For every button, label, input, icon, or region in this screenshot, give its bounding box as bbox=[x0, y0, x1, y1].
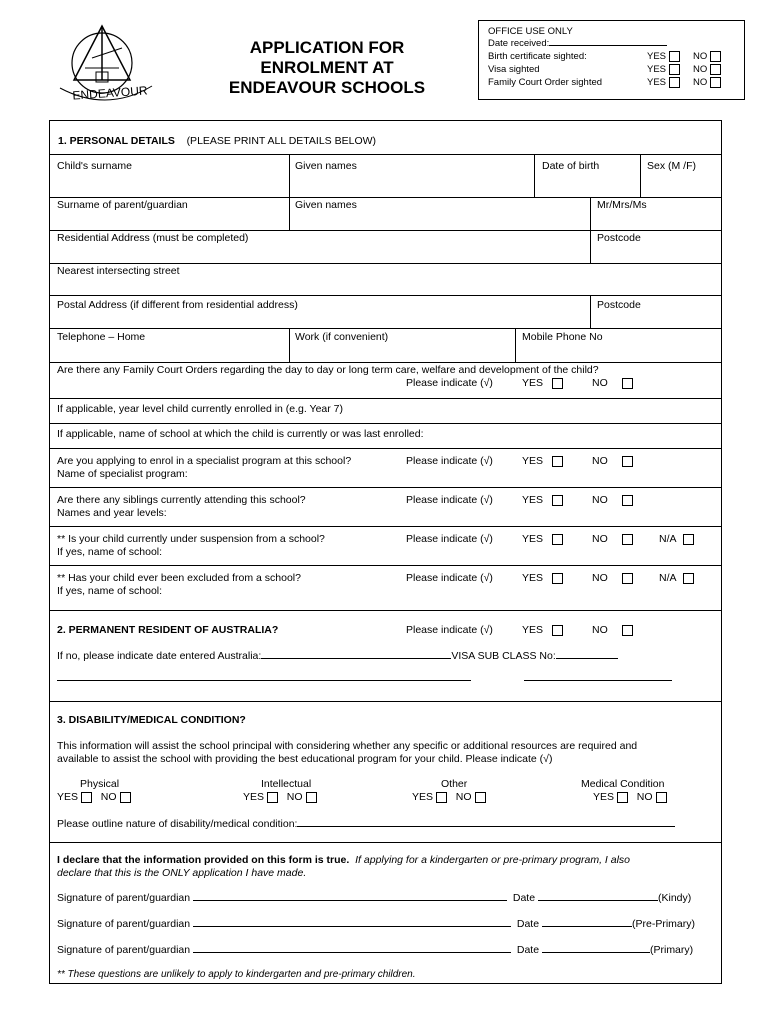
declaration-text: I declare that the information provided on this form is true. If applying for a kindergarten or pre-primary program, I also bbox=[57, 854, 631, 866]
postcode-field[interactable]: Postcode bbox=[597, 232, 641, 244]
date-received: Date received: bbox=[488, 38, 667, 49]
physical-no-checkbox[interactable] bbox=[120, 792, 131, 803]
section3-heading: 3. DISABILITY/MEDICAL CONDITION? bbox=[57, 714, 246, 726]
excluded-school-field[interactable]: If yes, name of school: bbox=[57, 585, 163, 597]
siblings-no-checkbox[interactable] bbox=[622, 495, 633, 506]
date-entered-field[interactable]: If no, please indicate date entered Australia: VISA SUB CLASS No: bbox=[57, 650, 618, 662]
school-logo bbox=[52, 18, 162, 108]
given-names-field[interactable]: Given names bbox=[295, 160, 357, 172]
telephone-home-field[interactable]: Telephone – Home bbox=[57, 331, 146, 343]
excluded-yes-checkbox[interactable] bbox=[552, 573, 563, 584]
suspension-no-checkbox[interactable] bbox=[622, 534, 633, 545]
office-visa-yes-checkbox[interactable] bbox=[669, 64, 680, 75]
resident-no-checkbox[interactable] bbox=[622, 625, 633, 636]
excluded-na-checkbox[interactable] bbox=[683, 573, 694, 584]
family-court-no-checkbox[interactable] bbox=[622, 378, 633, 389]
physical-yes-checkbox[interactable] bbox=[81, 792, 92, 803]
dob-field[interactable]: Date of birth bbox=[542, 160, 600, 172]
intellectual-yes-checkbox[interactable] bbox=[267, 792, 278, 803]
specialist-no-checkbox[interactable] bbox=[622, 456, 633, 467]
suspension-school-field[interactable]: If yes, name of school: bbox=[57, 546, 163, 558]
office-birth-yes-checkbox[interactable] bbox=[669, 51, 680, 62]
footnote: ** These questions are unlikely to apply to kindergarten and pre-primary children. bbox=[57, 969, 416, 980]
siblings-yes-checkbox[interactable] bbox=[552, 495, 563, 506]
office-visa-no-checkbox[interactable] bbox=[710, 64, 721, 75]
family-court-question: Are there any Family Court Orders regarding the day to day or long term care, welfare and development of the child? bbox=[57, 364, 599, 376]
signature-preprimary[interactable]: Signature of parent/guardian Date (Pre-Primary) bbox=[57, 918, 695, 930]
parent-surname-field[interactable]: Surname of parent/guardian bbox=[57, 199, 188, 211]
enrolment-form: 1. PERSONAL DETAILS (PLEASE PRINT ALL DETAILS BELOW) Child's surname Given names Date of birth Sex (M /F) Surname of parent/guardian Given names Mr/Mrs/Ms Residential Address (must be completed) Postcode Nearest intersecting street Postal Address (if different from residential address) Postcode Telephone – Home Work (if convenient) Mobile Phone No Are there any Family Court Orders regarding the day to day or long term care, welfare and development of the child? Please indicate (√) YES NO If applicable, year level child currently enrolled in (e.g. Year 7) If applicable, name of school at which the child is currently or was last enrolled: Are you applying to enrol in a specialist program at this school? Name of specialist program: Please indicate (√) YES NO Are there any siblings currently attending this school? Names and year levels: Please indicate (√) YES NO ** Is your child currently under suspension from a school? If yes, name of school: Please indicate (√) YES NO N/A ** Has your child ever been excluded from a school? If yes, name of school: Please indicate (√) YES NO N/A 2. PERMANENT RESIDENT OF AUSTRALIA? Please indicate (√) YES NO If no, please indicate date entered Australia: VISA SUB CLASS No: 3. DISABILITY/MEDICAL CONDITION? This information will assist the school principal with considering whether any specific or additional resources are required and available to assist the school with providing the best educational program for your child. Please indicate (√) Physical YES NO Intellectual YES NO Other YES NO Medical Condition YES NO Please outline nature of disability/medical condition: I declare that the information provided on this form is true. If applying for a kindergarten or pre-primary program, I also declare that this is the ONLY application I have made. Signature of parent/guardian Date (Kindy) Signature of parent/guardian Date (Pre-Primary) Signature of parent/guardian Date (Primary) ** These questions are unlikely to apply to kindergarten and pre-primary children. bbox=[49, 120, 722, 984]
suspension-yes-checkbox[interactable] bbox=[552, 534, 563, 545]
section2-heading: 2. PERMANENT RESIDENT OF AUSTRALIA? bbox=[57, 624, 279, 636]
medical-yes-checkbox[interactable] bbox=[617, 792, 628, 803]
medical-no-checkbox[interactable] bbox=[656, 792, 667, 803]
work-phone-field[interactable]: Work (if convenient) bbox=[295, 331, 389, 343]
disability-outline-field[interactable]: Please outline nature of disability/medical condition: bbox=[57, 818, 675, 830]
siblings-field[interactable]: Names and year levels: bbox=[57, 507, 167, 519]
postal-postcode-field[interactable]: Postcode bbox=[597, 299, 641, 311]
specialist-yes-checkbox[interactable] bbox=[552, 456, 563, 467]
last-school-field[interactable]: If applicable, name of school at which the child is currently or was last enrolled: bbox=[57, 428, 424, 440]
residential-address-field[interactable]: Residential Address (must be completed) bbox=[57, 232, 249, 244]
signature-kindy[interactable]: Signature of parent/guardian Date (Kindy) bbox=[57, 892, 692, 904]
excluded-no-checkbox[interactable] bbox=[622, 573, 633, 584]
postal-address-field[interactable]: Postal Address (if different from residential address) bbox=[57, 299, 298, 311]
resident-yes-checkbox[interactable] bbox=[552, 625, 563, 636]
title-field[interactable]: Mr/Mrs/Ms bbox=[597, 199, 647, 211]
page-title: APPLICATION FOR ENROLMENT AT ENDEAVOUR SCHOOLS bbox=[228, 38, 426, 97]
logo-text: ENDEAVOUR bbox=[72, 83, 148, 103]
signature-primary[interactable]: Signature of parent/guardian Date (Primary) bbox=[57, 944, 694, 956]
office-court-no-checkbox[interactable] bbox=[710, 77, 721, 88]
mobile-phone-field[interactable]: Mobile Phone No bbox=[522, 331, 603, 343]
parent-given-names-field[interactable]: Given names bbox=[295, 199, 357, 211]
nearest-street-field[interactable]: Nearest intersecting street bbox=[57, 265, 180, 277]
other-no-checkbox[interactable] bbox=[475, 792, 486, 803]
sex-field[interactable]: Sex (M /F) bbox=[647, 160, 696, 172]
year-level-field[interactable]: If applicable, year level child currently enrolled in (e.g. Year 7) bbox=[57, 403, 343, 415]
office-heading: OFFICE USE ONLY bbox=[488, 26, 573, 37]
specialist-program-field[interactable]: Name of specialist program: bbox=[57, 468, 188, 480]
other-yes-checkbox[interactable] bbox=[436, 792, 447, 803]
office-birth-no-checkbox[interactable] bbox=[710, 51, 721, 62]
family-court-yes-checkbox[interactable] bbox=[552, 378, 563, 389]
office-use-box: OFFICE USE ONLY Date received: Birth certificate sighted: Visa sighted Family Court Order sighted YES NO YES NO YES NO bbox=[478, 20, 745, 100]
suspension-na-checkbox[interactable] bbox=[683, 534, 694, 545]
section1-heading: 1. PERSONAL DETAILS (PLEASE PRINT ALL DETAILS BELOW) bbox=[58, 135, 377, 147]
office-court-yes-checkbox[interactable] bbox=[669, 77, 680, 88]
intellectual-no-checkbox[interactable] bbox=[306, 792, 317, 803]
childs-surname-field[interactable]: Child's surname bbox=[57, 160, 132, 172]
